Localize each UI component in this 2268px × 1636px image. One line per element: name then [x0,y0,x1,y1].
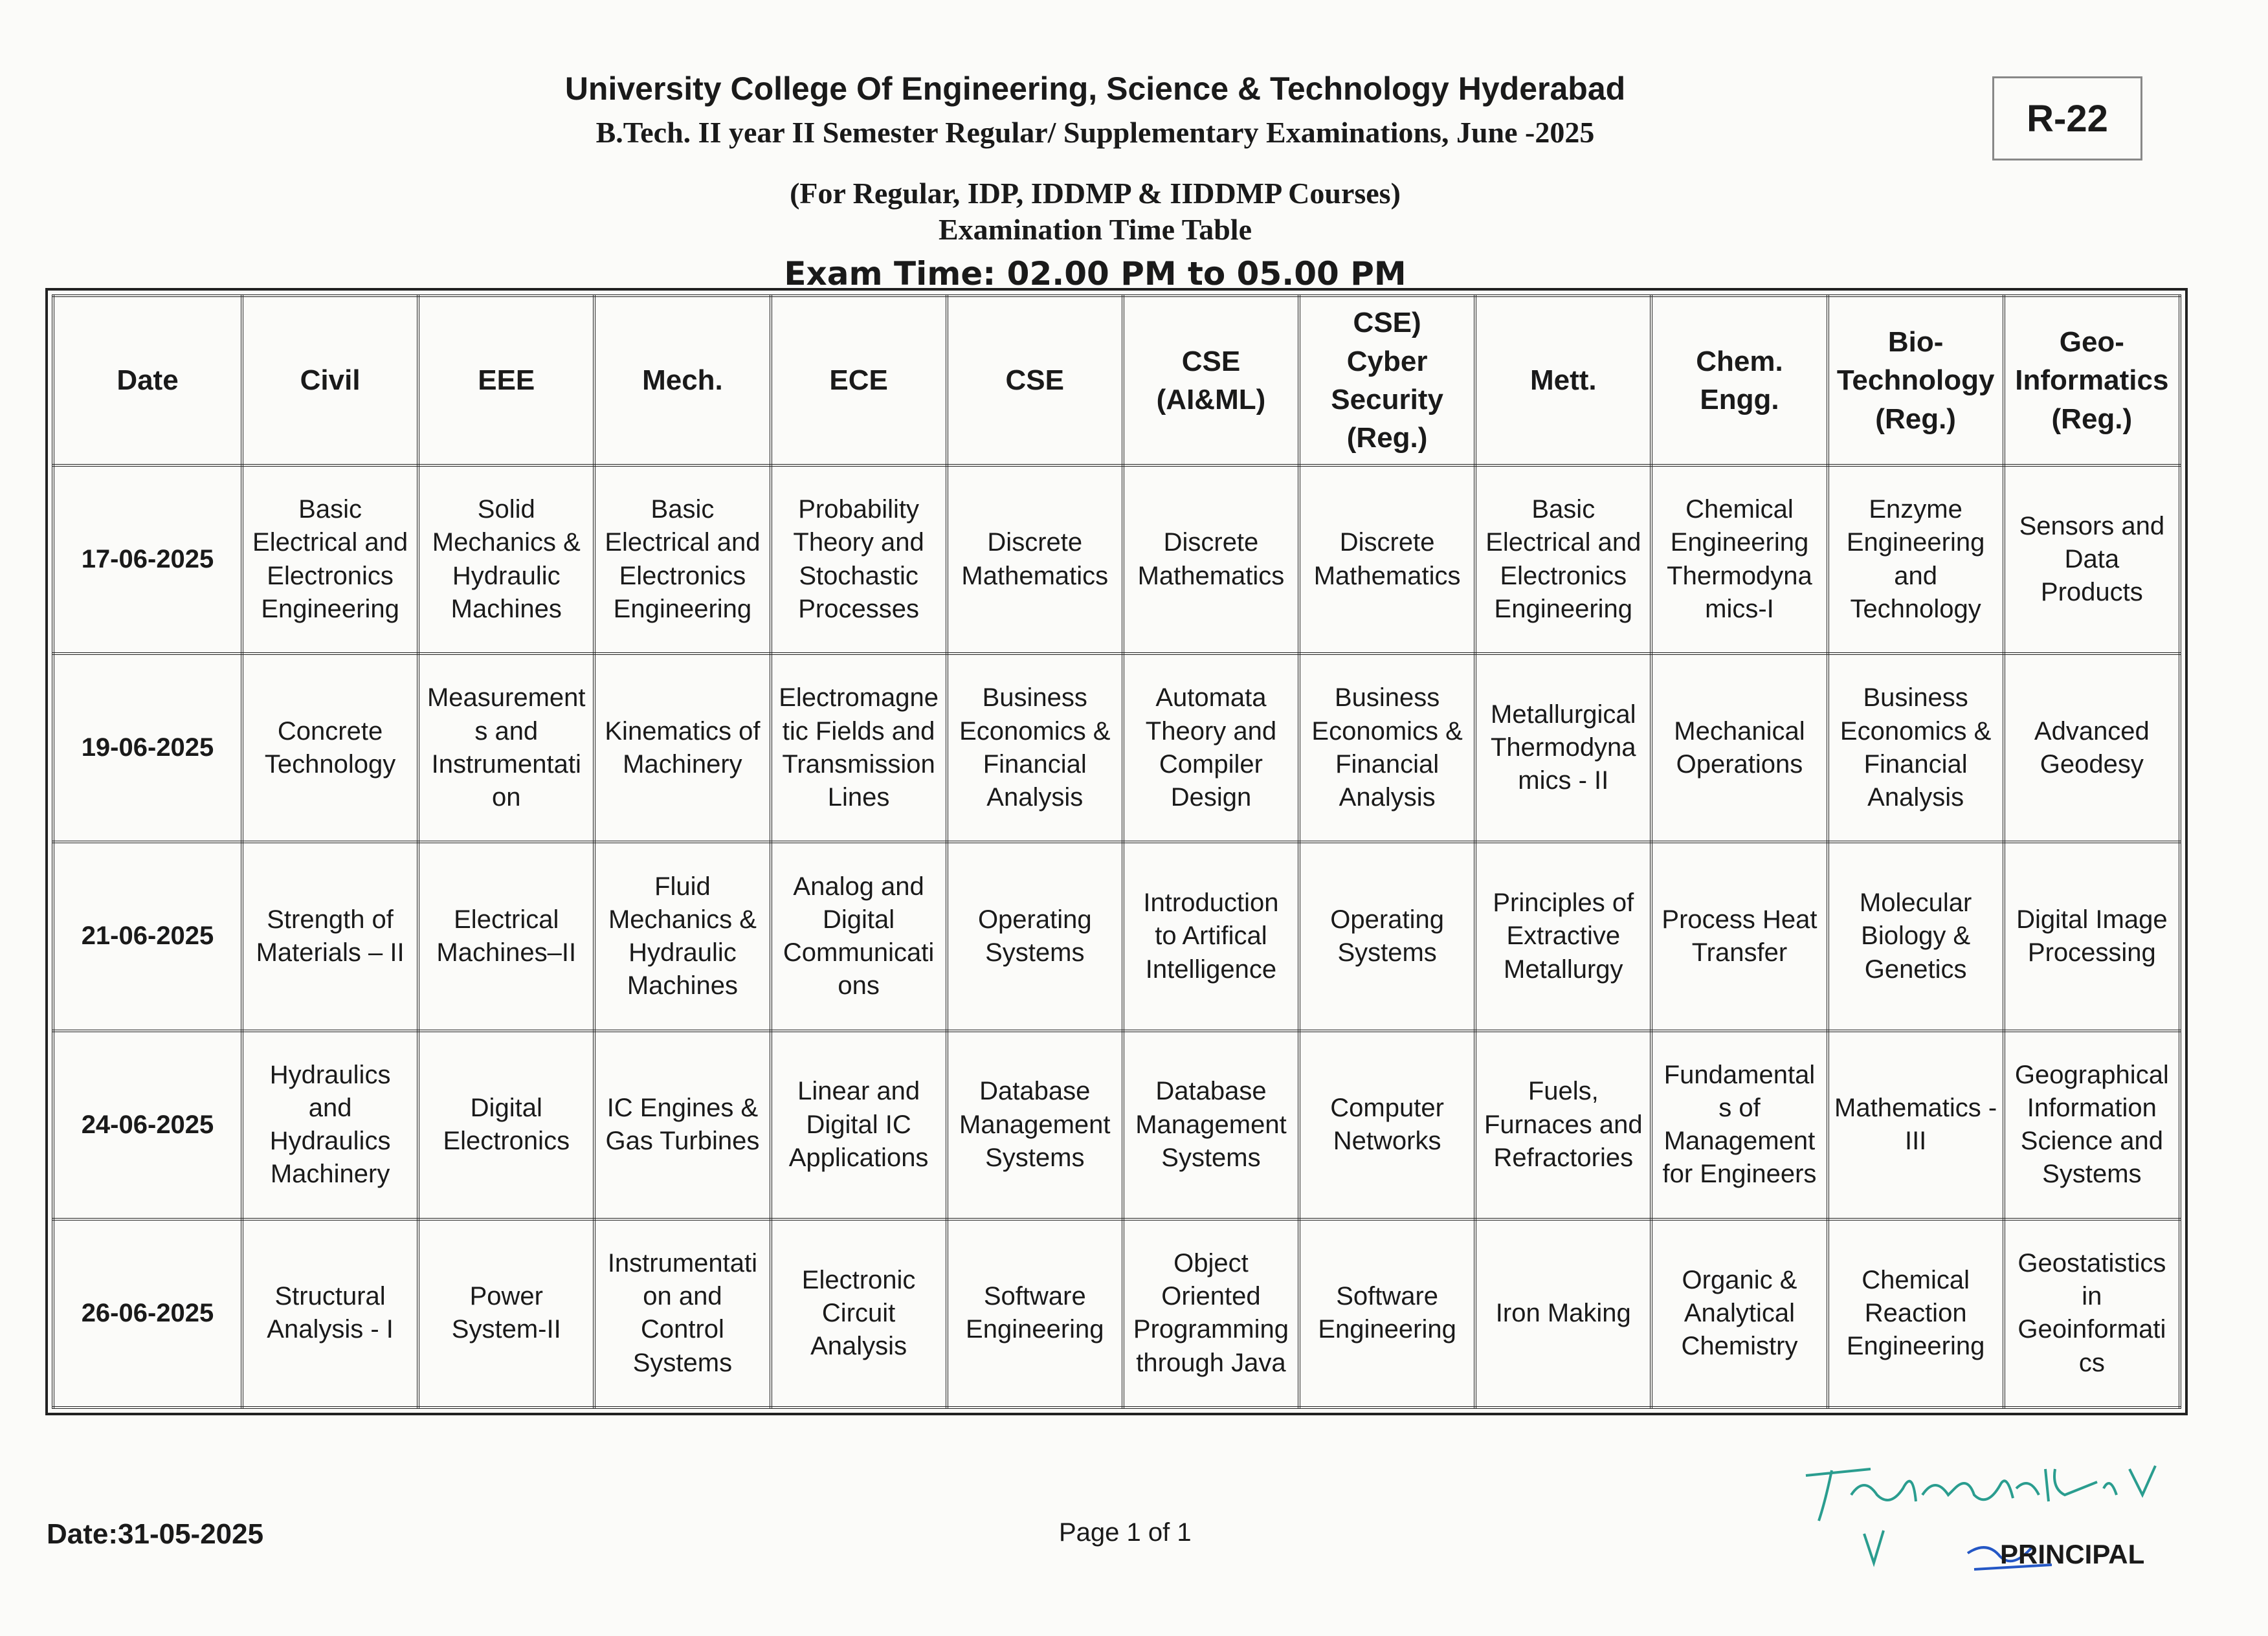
cell-line: Geo- [2059,326,2124,358]
cell-line: Extractive [1506,922,1621,951]
subject-cell [771,465,947,654]
cell-line: Advanced [2034,716,2150,746]
subject-cell [1828,1219,2004,1408]
cell-line: Management [1663,1127,1816,1156]
subject-cell [1123,1031,1299,1219]
cell-line: Automata [1155,683,1267,713]
cell-line: Systems [985,1143,1085,1172]
cell-line: Mett. [1529,364,1597,397]
subject-cell [1299,1219,1475,1408]
cell-line: Geodesy [2040,749,2144,779]
cell-line: Introduction [1143,889,1279,918]
cell-line: Geoinformati [2018,1315,2166,1344]
cell-line: Instrumentati [607,1249,758,1277]
cell-line: Operations [1676,749,1803,779]
cell-line: Digital [823,905,895,934]
table-row [53,465,2180,654]
table-row [53,1219,2180,1408]
column-header [594,296,770,465]
subject-cell [418,842,594,1030]
cell-line: Communicati [783,938,935,967]
cell-line: Management [1135,1110,1287,1139]
cell-line: Machinery [623,749,742,779]
cell-line: Engineering [613,594,752,623]
subject-cell [242,1031,418,1219]
cell-line: Chem. [1696,345,1783,377]
cell-line: Theory and [793,528,924,557]
cell-line: Chemical [1862,1265,1970,1294]
cell-line: Digital Image [2016,905,2168,934]
subject-cell [1828,465,2004,654]
cell-line: Engineering [1494,594,1633,623]
exam-date-cell: 21-06-2025 [53,842,242,1030]
subject-cell [947,842,1123,1030]
subject-cell [1828,654,2004,842]
cell-line: Mech. [642,364,723,397]
subject-cell [2004,842,2180,1030]
cell-line: Machines [450,594,562,623]
subject-cell [1475,654,1651,842]
cell-line: (Reg.) [1875,403,1956,435]
exam-time: Exam Time: 02.00 PM to 05.00 PM [784,255,1406,293]
cell-line: ons [838,971,880,1000]
cell-line: Machines–II [436,938,577,967]
cell-line: Linear and [797,1077,920,1106]
cell-line: Electronics [1500,561,1627,590]
subject-cell [1299,1031,1475,1219]
cell-line: Mechanics & [608,905,757,934]
cell-line: Compiler [1159,749,1263,779]
cell-line: Mathematics [1137,561,1285,590]
cell-line: Processes [798,594,919,623]
regulation-badge: R-22 [1992,76,2142,160]
cell-line: Basic [298,495,362,524]
cell-line: Electronics [267,561,394,590]
cell-line: Cyber [1346,345,1428,377]
cell-line: Electromagne [779,683,939,713]
cell-line: Machinery [270,1160,390,1189]
table-row [53,842,2180,1030]
cell-line: Analysis [986,782,1084,812]
cell-line: Chemical [1685,495,1794,524]
subject-cell [594,1219,770,1408]
column-header [2004,296,2180,465]
cell-line: Engineering [261,594,399,623]
cell-line: Digital [470,1093,542,1122]
subject-cell [242,465,418,654]
table-row [53,1031,2180,1219]
subject-cell [947,654,1123,842]
subject-cell [1123,842,1299,1030]
subject-cell [1475,1031,1651,1219]
cell-line: Financial [983,749,1087,779]
cell-line: (Reg.) [1346,422,1428,454]
subject-cell [1299,465,1475,654]
exam-date-cell: 19-06-2025 [53,654,242,842]
cell-line: (Reg.) [2051,403,2133,435]
subject-cell [947,465,1123,654]
cell-line: Operating [977,905,1092,934]
cell-line: mics-I [1705,594,1774,623]
timetable [45,288,2188,1415]
cell-line: Analytical [1684,1298,1796,1327]
cell-line: CSE) [1353,307,1421,339]
cell-line: Discrete [1163,528,1259,557]
exam-date-cell: 17-06-2025 [53,465,242,654]
subject-cell [1123,465,1299,654]
cell-line: Geostatistics [2018,1249,2166,1277]
header-row [53,296,2180,465]
cell-line: Engineering [1846,528,1985,557]
cell-line: Date [117,364,179,397]
cell-line: Kinematics of [605,716,761,746]
subject-cell [1651,654,1827,842]
cell-line: Applications [788,1143,929,1172]
exam-date-cell: 26-06-2025 [53,1219,242,1408]
cell-line: Analysis [810,1331,907,1360]
subject-cell [1651,1031,1827,1219]
cell-line: IC Engines & [606,1093,759,1122]
cell-line: Geographical [2014,1060,2169,1089]
subject-cell [1651,842,1827,1030]
cell-line: Discrete [1339,528,1435,557]
subject-cell [418,465,594,654]
cell-line: Systems [1161,1143,1261,1172]
cell-line: Electronics [619,561,746,590]
cell-line: Electronics [443,1127,570,1156]
cell-line: Systems [632,1348,733,1377]
subject-cell [2004,465,2180,654]
cell-line: Design [1170,782,1252,812]
column-header [1123,296,1299,465]
cell-line: Management [959,1110,1111,1139]
subject-cell [594,1031,770,1219]
cell-line: s and [474,716,539,746]
cell-line: Structural [274,1282,386,1311]
cell-line: Mechanical [1674,716,1805,746]
column-header [1475,296,1651,465]
cell-line: Machines [627,971,739,1000]
subject-cell [1475,842,1651,1030]
cell-line: Financial [1863,749,1968,779]
cell-line: Economics & [1840,716,1992,746]
cell-line: Technology [264,749,396,779]
cell-line: Computer [1330,1093,1444,1122]
cell-line: Fluid [654,872,711,901]
timetable-heading: Examination Time Table [939,213,1252,246]
cell-line: Systems [2042,1160,2142,1189]
cell-line: through Java [1136,1348,1286,1377]
subject-cell [242,654,418,842]
subject-cell [418,1219,594,1408]
cell-line: Organic & [1682,1265,1797,1294]
cell-line: Measurement [427,683,586,713]
subject-cell [1475,465,1651,654]
subject-cell [1651,1219,1827,1408]
cell-line: Systems [985,938,1085,967]
subject-cell [594,465,770,654]
cell-line: Electrical and [605,528,761,557]
cell-line: Power [469,1282,543,1311]
cell-line: Networks [1333,1127,1441,1156]
cell-line: Chemistry [1681,1331,1798,1360]
cell-line: Thermodyna [1491,733,1636,762]
subject-cell [771,1031,947,1219]
column-header [1828,296,2004,465]
cell-line: Instrumentati [431,749,581,779]
subject-cell [418,654,594,842]
cell-line: Operating [1330,905,1444,934]
cell-line: Theory and [1145,716,1277,746]
subject-cell [1651,465,1827,654]
subject-cell [242,1219,418,1408]
cell-line: on [492,782,521,812]
subject-cell [771,654,947,842]
subject-cell [242,842,418,1030]
cell-line: Business [1863,683,1968,713]
cell-line: Bio- [1887,326,1944,358]
cell-line: Digital IC [806,1110,911,1139]
cell-line: Materials – II [256,938,405,967]
cell-line: Enzyme [1869,495,1962,524]
cell-line: Software [983,1282,1086,1311]
cell-line: Analog and [793,872,924,901]
subject-cell [418,1031,594,1219]
cell-line: on and [643,1282,722,1311]
subject-cell [1299,654,1475,842]
cell-line: Biology & [1861,922,1971,951]
cell-line: Engineering [1846,1331,1985,1360]
subject-cell [1123,654,1299,842]
column-header [771,296,947,465]
cell-line: Hydraulic [452,561,561,590]
cell-line: Transmission [782,749,935,779]
cell-line: Probability [798,495,919,524]
cell-line: CSE [1181,345,1241,377]
exam-date-cell: 24-06-2025 [53,1031,242,1219]
cell-line: Electrical and [252,528,408,557]
cell-line: Thermodyna [1667,561,1812,590]
cell-line: Information [2027,1093,2157,1122]
cell-line: Engg. [1700,384,1779,415]
cell-line: Mathematics [1313,561,1461,590]
cell-line: Business [982,683,1087,713]
cell-line: Molecular [1859,889,1972,918]
cell-line: Engineering [1670,528,1809,557]
cell-line: Refractories [1493,1143,1634,1172]
subject-cell [2004,654,2180,842]
cell-line: Analysis - I [267,1315,394,1344]
cell-line: Electrical and [1485,528,1641,557]
cell-line: EEE [478,364,535,397]
cell-line: III [1904,1127,1927,1156]
cell-line: and [1894,561,1937,590]
cell-line: Mathematics [961,561,1109,590]
issue-date: Date:31-05-2025 [47,1518,264,1550]
cell-line: Fuels, [1528,1077,1599,1106]
cell-line: System-II [451,1315,561,1344]
column-header [1299,296,1475,465]
cell-line: Control [640,1315,724,1344]
cell-line: Science and [2020,1127,2163,1156]
cell-line: Business [1334,683,1440,713]
cell-line: Technology [1836,364,1995,397]
cell-line: Furnaces and [1484,1110,1643,1139]
cell-line: ECE [829,364,888,397]
cell-line: Fundamental [1663,1060,1816,1089]
cell-line: Intelligence [1145,955,1277,984]
subject-cell [2004,1219,2180,1408]
cell-line: Programming [1133,1315,1289,1344]
cell-line: cs [2078,1348,2105,1377]
cell-line: Hydraulics [269,1127,391,1156]
cell-line: Data [2064,545,2120,573]
cell-line: Circuit [821,1298,896,1327]
cell-line: Mathematics - [1834,1093,1997,1122]
subject-cell [594,654,770,842]
principal-label: PRINCIPAL [2000,1539,2145,1569]
cell-line: Mechanics & [432,528,581,557]
cell-line: Civil [300,364,361,397]
cell-line: for Engineers [1662,1160,1817,1189]
column-header [242,296,418,465]
cell-line: Engineering [966,1315,1104,1344]
cell-line: Object [1173,1249,1249,1277]
cell-line: Technology [1850,594,1981,623]
institution-title: University College Of Engineering, Science & Technology Hyderabad [564,71,1626,107]
cell-line: Genetics [1864,955,1967,984]
cell-line: Basic [650,495,715,524]
column-header [1651,296,1827,465]
subject-cell [1299,842,1475,1030]
cell-line: Metallurgy [1504,955,1623,984]
timetable-grid [52,294,2181,1409]
exam-subtitle: B.Tech. II year II Semester Regular/ Supplementary Examinations, June -2025 [595,116,1595,149]
cell-line: Oriented [1161,1282,1261,1311]
subject-cell [594,842,770,1030]
cell-line: Iron Making [1495,1298,1631,1327]
subject-cell [1475,1219,1651,1408]
cell-line: Hydraulics [269,1060,391,1089]
subject-cell [771,1219,947,1408]
cell-line: Economics & [959,716,1111,746]
cell-line: Processing [2027,938,2156,967]
cell-line: Principles of [1493,889,1634,918]
cell-line: Lines [827,782,890,812]
cell-line: Sensors and [2019,511,2165,540]
cell-line: Informatics [2015,364,2169,397]
cell-line: Systems [1337,938,1437,967]
cell-line: Engineering [1318,1315,1456,1344]
cell-line: Software [1336,1282,1439,1311]
cell-line: in [2082,1282,2102,1311]
cell-line: Economics & [1311,716,1463,746]
cell-line: Stochastic [799,561,918,590]
cell-line: Basic [1531,495,1595,524]
column-header [947,296,1123,465]
cell-line: Analysis [1867,782,1964,812]
subject-cell [771,842,947,1030]
cell-line: Financial [1335,749,1440,779]
cell-line: Database [1155,1077,1267,1106]
cell-line: Gas Turbines [605,1127,760,1156]
cell-line: Analysis [1339,782,1436,812]
cell-line: Discrete [987,528,1083,557]
subject-cell [1828,842,2004,1030]
cell-line: Transfer [1691,938,1788,967]
table-row [53,654,2180,842]
column-header [418,296,594,465]
cell-line: Electronic [801,1265,916,1294]
cell-line: Reaction [1864,1298,1967,1327]
courses-line: (For Regular, IDP, IDDMP & IIDDMP Courses) [790,177,1401,210]
cell-line: Products [2040,578,2143,607]
cell-line: Database [979,1077,1091,1106]
subject-cell [947,1031,1123,1219]
cell-line: Solid [477,495,535,524]
cell-line: mics - II [1518,766,1609,795]
cell-line: tic Fields and [782,716,935,746]
subject-cell [1828,1031,2004,1219]
cell-line: Metallurgical [1491,700,1636,729]
page-number: Page 1 of 1 [1059,1518,1192,1547]
column-header [53,296,242,465]
cell-line: Process Heat [1662,905,1818,934]
cell-line: to Artifical [1155,922,1267,951]
cell-line: Concrete [277,716,383,746]
cell-line: Hydraulic [628,938,737,967]
subject-cell [947,1219,1123,1408]
cell-line: (AI&ML) [1156,384,1266,415]
cell-line: and [308,1093,352,1122]
subject-cell [2004,1031,2180,1219]
cell-line: CSE [1005,364,1065,397]
cell-line: s of [1718,1093,1761,1122]
subject-cell [1123,1219,1299,1408]
cell-line: Security [1331,384,1443,415]
cell-line: Electrical [454,905,559,934]
cell-line: Strength of [267,905,394,934]
